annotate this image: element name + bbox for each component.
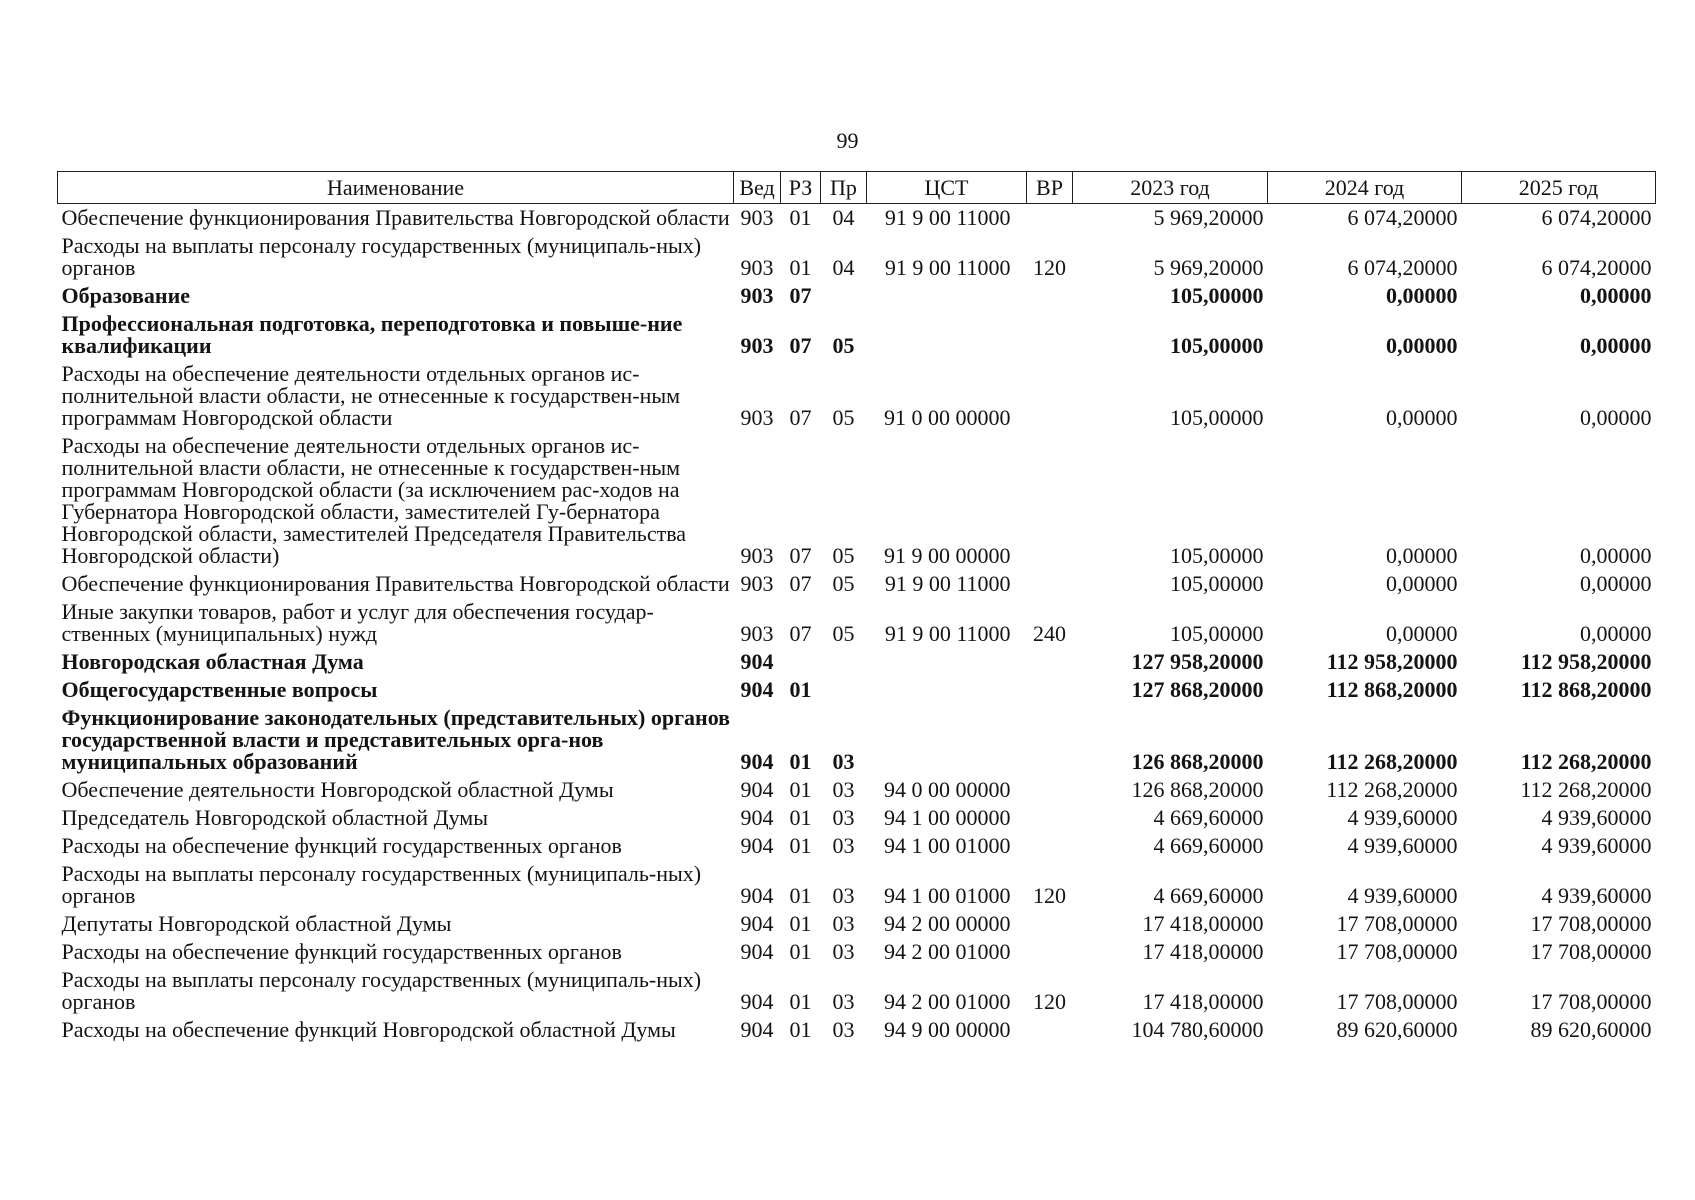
row-rz: 07: [789, 543, 812, 568]
row-ved: 904: [740, 777, 774, 802]
row-name: Председатель Новгородской областной Думы: [61, 805, 488, 830]
row-2024: 112 958,20000: [1326, 649, 1458, 674]
row-2025: 112 868,20000: [1520, 677, 1652, 702]
row-name: Расходы на выплаты персоналу государственных (муниципаль-ных) органов: [61, 233, 702, 280]
row-2025: 112 958,20000: [1520, 649, 1652, 674]
row-2024: 89 620,60000: [1336, 1017, 1458, 1042]
row-cst: [867, 310, 1027, 360]
row-rz: 01: [789, 777, 812, 802]
row-cst: [867, 704, 1027, 776]
row-2023: 4 669,60000: [1153, 833, 1264, 858]
row-2023: 17 418,00000: [1142, 989, 1264, 1014]
row-cst: 91 0 00 00000: [884, 405, 1011, 430]
row-2025: 0,00000: [1580, 283, 1652, 308]
row-rz: 01: [789, 255, 812, 280]
table-row: [58, 1016, 1656, 1044]
row-2025: 0,00000: [1580, 543, 1652, 568]
row-vr: [1027, 676, 1073, 704]
row-2024: 4 939,60000: [1347, 883, 1458, 908]
table-row: [58, 804, 1656, 832]
row-ved: 903: [740, 283, 774, 308]
row-2025: 4 939,60000: [1541, 805, 1652, 830]
row-vr: [1027, 938, 1073, 966]
row-2025: 17 708,00000: [1530, 989, 1652, 1014]
row-vr: 120: [1033, 255, 1066, 280]
header-name: Наименование: [58, 172, 734, 204]
row-ved: 903: [740, 571, 774, 596]
row-pr: 05: [832, 621, 855, 646]
row-cst: [867, 648, 1027, 676]
table-row: [58, 232, 1656, 282]
row-vr: [1027, 776, 1073, 804]
row-cst: 94 1 00 01000: [884, 883, 1011, 908]
row-pr: 03: [832, 805, 855, 830]
row-pr: 03: [832, 939, 855, 964]
row-2023: 4 669,60000: [1153, 805, 1264, 830]
row-vr: 240: [1033, 621, 1066, 646]
row-name: Новгородская областная Дума: [61, 649, 364, 674]
row-name: Обеспечение функционирования Правительства Новгородской области: [61, 205, 730, 230]
table-row: [58, 966, 1656, 1016]
row-pr: 03: [832, 883, 855, 908]
row-ved: 904: [740, 1017, 774, 1042]
row-2025: 4 939,60000: [1541, 883, 1652, 908]
row-2025: 6 074,20000: [1541, 205, 1652, 230]
row-cst: 91 9 00 11000: [884, 205, 1011, 230]
header-rz: РЗ: [781, 172, 821, 204]
row-vr: 120: [1033, 883, 1066, 908]
row-pr: 03: [832, 1017, 855, 1042]
row-vr: [1027, 570, 1073, 598]
row-rz: 01: [789, 833, 812, 858]
row-2024: 0,00000: [1386, 283, 1458, 308]
row-vr: [1027, 804, 1073, 832]
row-pr: 03: [832, 989, 855, 1014]
row-2024: 0,00000: [1386, 333, 1458, 358]
row-rz: 07: [789, 621, 812, 646]
table-row: [58, 310, 1656, 360]
row-vr: 120: [1033, 989, 1066, 1014]
row-ved: 904: [740, 911, 774, 936]
row-rz: 01: [789, 883, 812, 908]
row-2024: 112 268,20000: [1326, 749, 1458, 774]
row-2025: 4 939,60000: [1541, 833, 1652, 858]
row-pr: 04: [832, 255, 855, 280]
header-vr: ВР: [1027, 172, 1073, 204]
row-2023: 104 780,60000: [1131, 1017, 1264, 1042]
row-2025: 0,00000: [1580, 571, 1652, 596]
row-cst: 94 2 00 00000: [884, 911, 1011, 936]
row-name: Иные закупки товаров, работ и услуг для обеспечения государ-ственных (муниципальных) нужд: [61, 599, 654, 646]
row-ved: 904: [740, 677, 774, 702]
header-2024: 2024 год: [1268, 172, 1462, 204]
row-2025: 112 268,20000: [1520, 777, 1652, 802]
row-name: Обеспечение деятельности Новгородской областной Думы: [61, 777, 614, 802]
header-cst: ЦСТ: [867, 172, 1027, 204]
row-2025: 89 620,60000: [1530, 1017, 1652, 1042]
row-2024: 0,00000: [1386, 543, 1458, 568]
row-ved: 903: [740, 333, 774, 358]
row-cst: 94 0 00 00000: [884, 777, 1011, 802]
row-ved: 904: [740, 939, 774, 964]
row-ved: 904: [740, 749, 774, 774]
table-row: [58, 598, 1656, 648]
row-ved: 904: [740, 805, 774, 830]
row-cst: [867, 676, 1027, 704]
row-vr: [1027, 704, 1073, 776]
row-2023: 105,00000: [1170, 283, 1264, 308]
row-pr: [821, 648, 867, 676]
row-ved: 903: [740, 405, 774, 430]
row-name: Депутаты Новгородской областной Думы: [61, 911, 452, 936]
header-2023: 2023 год: [1073, 172, 1268, 204]
row-2024: 0,00000: [1386, 571, 1458, 596]
table-header-row: [58, 172, 1656, 204]
row-ved: 904: [740, 883, 774, 908]
row-pr: 05: [832, 333, 855, 358]
row-2025: 0,00000: [1580, 405, 1652, 430]
row-rz: 01: [789, 749, 812, 774]
row-rz: 01: [789, 805, 812, 830]
row-ved: 903: [740, 255, 774, 280]
row-ved: 904: [740, 989, 774, 1014]
row-rz: 07: [789, 405, 812, 430]
row-cst: 94 2 00 01000: [884, 939, 1011, 964]
row-ved: 904: [740, 649, 774, 674]
row-pr: 05: [832, 543, 855, 568]
table-row: [58, 910, 1656, 938]
row-2023: 126 868,20000: [1131, 749, 1264, 774]
row-name: Расходы на обеспечение функций государственных органов: [61, 833, 622, 858]
row-vr: [1027, 282, 1073, 310]
row-2024: 4 939,60000: [1347, 833, 1458, 858]
row-ved: 903: [740, 621, 774, 646]
row-2025: 0,00000: [1580, 621, 1652, 646]
page-number: 99: [836, 128, 859, 153]
row-vr: [1027, 360, 1073, 432]
row-2024: 112 268,20000: [1326, 777, 1458, 802]
header-ved: Вед: [734, 172, 781, 204]
row-rz: [781, 648, 821, 676]
row-vr: [1027, 910, 1073, 938]
table-row: [58, 776, 1656, 804]
row-cst: 91 9 00 00000: [884, 543, 1011, 568]
row-rz: 07: [789, 283, 812, 308]
row-2025: 6 074,20000: [1541, 255, 1652, 280]
table-row: [58, 360, 1656, 432]
row-vr: [1027, 648, 1073, 676]
row-2024: 17 708,00000: [1336, 911, 1458, 936]
row-2024: 0,00000: [1386, 621, 1458, 646]
table-row: [58, 676, 1656, 704]
row-2024: 4 939,60000: [1347, 805, 1458, 830]
row-2023: 4 669,60000: [1153, 883, 1264, 908]
row-2025: 17 708,00000: [1530, 911, 1652, 936]
row-cst: 94 1 00 00000: [884, 805, 1011, 830]
row-2023: 5 969,20000: [1153, 205, 1264, 230]
row-2023: 17 418,00000: [1142, 939, 1264, 964]
row-2024: 6 074,20000: [1347, 255, 1458, 280]
row-vr: [1027, 432, 1073, 570]
row-pr: [821, 282, 867, 310]
row-cst: [867, 282, 1027, 310]
row-name: Профессиональная подготовка, переподготовка и повыше-ние квалификации: [61, 311, 683, 358]
table-row: [58, 860, 1656, 910]
row-rz: 01: [789, 205, 812, 230]
row-name: Общегосударственные вопросы: [61, 677, 378, 702]
row-name: Расходы на обеспечение деятельности отдельных органов ис-полнительной власти области, не отнесенные к государствен-ным программам Новгородской области (за исключением рас-ходов на Губернатора Новгородской области, заместителей Гу-бернатора Новгородской области, заместителей Председателя Правительства Новгородской области): [61, 433, 687, 568]
row-2024: 17 708,00000: [1336, 989, 1458, 1014]
table-row: [58, 648, 1656, 676]
row-2023: 17 418,00000: [1142, 911, 1264, 936]
row-cst: 94 9 00 00000: [884, 1017, 1011, 1042]
row-cst: 94 2 00 01000: [884, 989, 1011, 1014]
row-pr: 03: [832, 777, 855, 802]
table-row: [58, 204, 1656, 233]
row-2023: 127 868,20000: [1131, 677, 1264, 702]
row-name: Функционирование законодательных (представительных) органов государственной власти и представительных орга-нов муниципальных образований: [61, 705, 731, 774]
row-2023: 126 868,20000: [1131, 777, 1264, 802]
row-name: Обеспечение функционирования Правительства Новгородской области: [61, 571, 730, 596]
row-2023: 5 969,20000: [1153, 255, 1264, 280]
row-rz: 01: [789, 911, 812, 936]
row-2023: 105,00000: [1170, 405, 1264, 430]
row-name: Образование: [61, 283, 191, 308]
row-cst: 91 9 00 11000: [884, 255, 1011, 280]
row-name: Расходы на обеспечение функций государственных органов: [61, 939, 622, 964]
row-2023: 127 958,20000: [1131, 649, 1264, 674]
row-vr: [1027, 832, 1073, 860]
row-2024: 112 868,20000: [1326, 677, 1458, 702]
table-row: [58, 832, 1656, 860]
row-ved: 903: [740, 205, 774, 230]
row-ved: 903: [740, 543, 774, 568]
row-pr: 05: [832, 571, 855, 596]
row-pr: 03: [832, 749, 855, 774]
row-pr: 04: [832, 205, 855, 230]
row-pr: 03: [832, 911, 855, 936]
row-pr: 03: [832, 833, 855, 858]
row-cst: 94 1 00 01000: [884, 833, 1011, 858]
row-rz: 01: [789, 1017, 812, 1042]
row-ved: 904: [740, 833, 774, 858]
row-2024: 6 074,20000: [1347, 205, 1458, 230]
row-2025: 17 708,00000: [1530, 939, 1652, 964]
row-rz: 07: [789, 571, 812, 596]
row-pr: 05: [832, 405, 855, 430]
table-row: [58, 282, 1656, 310]
row-rz: 01: [789, 939, 812, 964]
budget-table: [57, 171, 1656, 1044]
row-2023: 105,00000: [1170, 571, 1264, 596]
row-pr: [821, 676, 867, 704]
header-2025: 2025 год: [1462, 172, 1656, 204]
row-2023: 105,00000: [1170, 333, 1264, 358]
row-name: Расходы на обеспечение деятельности отдельных органов ис-полнительной власти области, не отнесенные к государствен-ным программам Новгородской области: [61, 361, 681, 430]
row-rz: 07: [789, 333, 812, 358]
row-rz: 01: [789, 677, 812, 702]
row-2024: 17 708,00000: [1336, 939, 1458, 964]
row-2025: 0,00000: [1580, 333, 1652, 358]
row-2025: 112 268,20000: [1520, 749, 1652, 774]
row-name: Расходы на выплаты персоналу государственных (муниципаль-ных) органов: [61, 861, 702, 908]
row-cst: 91 9 00 11000: [884, 621, 1011, 646]
table-row: [58, 570, 1656, 598]
table-row: [58, 938, 1656, 966]
row-name: Расходы на выплаты персоналу государственных (муниципаль-ных) органов: [61, 967, 702, 1014]
table-row: [58, 432, 1656, 570]
header-pr: Пр: [821, 172, 867, 204]
row-rz: 01: [789, 989, 812, 1014]
row-vr: [1027, 204, 1073, 233]
row-vr: [1027, 310, 1073, 360]
row-2023: 105,00000: [1170, 621, 1264, 646]
table-row: [58, 704, 1656, 776]
row-name: Расходы на обеспечение функций Новгородской областной Думы: [61, 1017, 676, 1042]
row-cst: 91 9 00 11000: [884, 571, 1011, 596]
row-vr: [1027, 1016, 1073, 1044]
row-2023: 105,00000: [1170, 543, 1264, 568]
row-2024: 0,00000: [1386, 405, 1458, 430]
